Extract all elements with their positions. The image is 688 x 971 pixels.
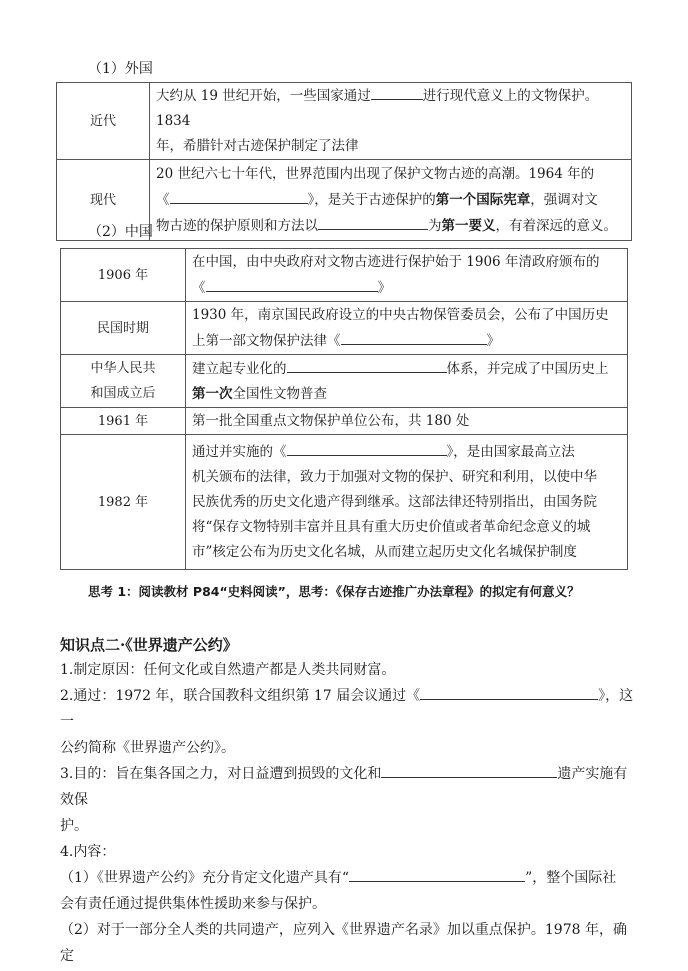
row-content [186,435,628,570]
text: 中华人民共 [90,361,156,376]
foreign-table [56,82,632,241]
fill-blank[interactable] [287,439,447,456]
text: 1930 年，南京国民政府设立的中央古物保管委员会，公布了中国历史 [192,306,609,323]
text: 》，这一 [60,688,634,730]
text: 《 [156,191,170,208]
row-label: 1961 年 [61,408,186,435]
row-content [186,302,628,355]
paragraph: 会有责任通过提供集体性援助来参与保护。 [60,896,326,912]
text: 2.通过：1972 年，联合国教科文组织第 17 届会议通过《 [60,688,421,704]
text: 在中国，由中央政府对文物古迹进行保护始于 1906 年清政府颁布的 [192,253,600,270]
paragraph: （2）对于一部分全人类的共同遗产，应列入《世界遗产名录》加以重点保护。1978 年，确定 [60,922,627,964]
table-row [61,249,628,302]
table-row [57,83,632,160]
text: 大约从 19 世纪开始，一些国家通过 [156,88,371,104]
knowledge-point-title: 知识点二·《世界遗产公约》 [60,636,238,654]
row-content [150,83,632,160]
text: 建立起专业化的 [192,360,287,377]
paragraph: 公约简称《世界遗产公约》。 [60,740,235,756]
section-heading-china: （2）中国 [88,224,153,240]
text: 和国成立后 [90,386,156,401]
bold-text: 第一要义 [441,217,496,234]
text: 进行现代意义上的文物保护。1834 [156,88,599,129]
text: （1）《世界遗产公约》充分肯定文化遗产具有“ [60,870,350,886]
text: 20 世纪六七十年代，世界范围内出现了保护文物古迹的高潮。1964 年的 [156,165,595,182]
bold-text: 第一个国际宪章 [435,191,531,208]
text: 物古迹的保护原则和方法以 [156,217,318,234]
text: 》，是由国家最高立法 [446,444,575,460]
text: 为 [428,217,442,234]
text: 全国性文物普查 [232,385,327,402]
text: ”，整个国际社 [525,870,617,886]
text: 》，是关于古迹保护的 [307,191,436,208]
text: 市”核定公布为历史文化名城，从而建立起历史文化名城保护制度 [192,544,577,560]
fill-blank[interactable] [371,83,423,100]
fill-blank[interactable] [420,683,598,700]
text: 上第一部文物保护法律《 [192,332,341,349]
bold-text: 第一次 [192,385,233,402]
fill-blank[interactable] [287,356,447,373]
row-content: 第一批全国重点文物保护单位公布，共 180 处 [186,408,628,435]
text: ，强调对文 [530,191,598,208]
think-question: 思考 1：阅读教材 P84“史料阅读”，思考：《保存古迹推广办法章程》的拟定有何意义？ [88,584,580,599]
row-label: 1906 年 [61,249,186,302]
table-row [61,435,628,570]
text: 通过并实施的《 [192,444,287,460]
section-heading-foreign: （1）外国 [88,61,153,77]
fill-blank[interactable] [206,275,378,292]
row-content [150,160,632,241]
fill-blank[interactable] [170,187,308,204]
text: 机关颁布的法律，致力于加强对文物的保护、研究和利用，以使中华 [192,469,597,485]
text: 》 [486,332,500,349]
fill-blank[interactable] [341,328,487,345]
row-label: 1982 年 [61,435,186,570]
table-row [61,408,628,435]
text: 《 [192,279,206,296]
knowledge-point-body [60,657,635,969]
row-content [186,249,628,302]
text: 遗产实施有效保 [60,766,628,808]
china-table [60,248,628,570]
text: 3.目的：旨在集各国之力，对日益遭到损毁的文化和 [60,766,382,782]
paragraph: 1.制定原因：任何文化或自然遗产都是人类共同财富。 [60,662,396,678]
row-content [186,355,628,408]
table-row [61,302,628,355]
text: 体系，并完成了中国历史上 [446,360,609,377]
fill-blank[interactable] [318,213,428,230]
row-label: 现代 [57,160,150,241]
text: 民族优秀的历史文化遗产得到继承。这部法律还特别指出，由国务院 [192,494,597,510]
text: 年，希腊针对古迹保护制定了法律 [156,138,359,154]
row-label: 民国时期 [61,302,186,355]
row-label [61,355,186,408]
table-row [61,355,628,408]
text: ，有着深远的意义。 [495,217,617,234]
fill-blank[interactable] [381,761,557,778]
paragraph: 护。 [60,818,88,834]
paragraph: 4.内容： [60,844,116,860]
text: 将“保存文物特别丰富并且具有重大历史价值或者革命纪念意义的城 [192,519,591,535]
text: 》 [377,279,391,296]
fill-blank[interactable] [349,865,525,882]
row-label: 近代 [57,83,150,160]
